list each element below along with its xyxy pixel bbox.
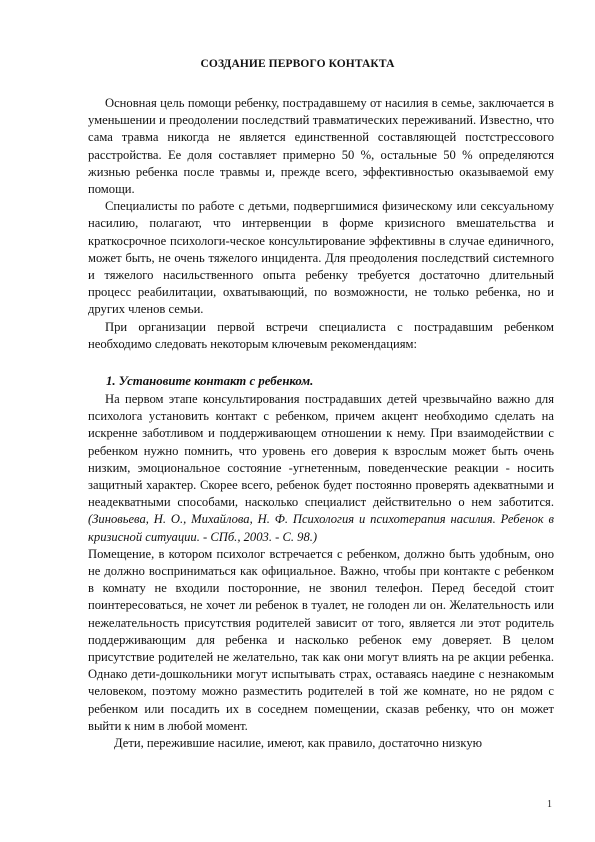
section-block [88,391,554,752]
paragraph-intro-3: При организации первой встречи специалиста с пострадавшим ребенком необходимо следовать некоторым ключевым рекомендациям: [88,319,554,351]
section-heading: 1. Установите контакт с ребенком. [106,374,314,388]
paragraph-intro-1: Основная цель помощи ребенку, пострадавшему от насилия в семье, заключается в уменьшении и преодолении последствий травматических переживаний. Известно, что сама травма никогда не является единственной составляющей постстрессового расстройства. Ее доля составляет примерно 50 %, остальные 50 % определяются жизнью ребенка после травмы и, прежде всего, эффективностью оказываемой ему помощи. [88,96,554,197]
intro-block [88,95,554,353]
paragraph-section-text: На первом этапе консультирования пострадавших детей чрезвычайно важно для психолога установить контакт с ребенком, причем акцент необходимо сделать на искренне заботливом и поддерживающем отношении к нему. При взаимодействии с ребенком нужно помнить, что уровень его доверия к взрослым может быть очень низким, эмоциональное состояние -угнетенным, поведенческие реакции - носить защитный характер. Скорее всего, ребенок будет постоянно проверять адекватными и неадекватными способами, насколько специалист действительно о нем заботится. [88,392,554,510]
paragraph-intro-2: Специалисты по работе с детьми, подвергшимися физическому или сексуальному насилию, полагают, что интервенции в форме кризисного вмешательства и краткосрочное психологи-ческое консультирование эффективны в случае единичного, может быть, не очень тяжелого инцидента. Для преодоления последствий системного и тяжелого насильственного опыта ребенку требуется достаточно длительный процесс реабилитации, охватывающий, по возможности, не только ребенка, но и других членов семьи. [88,199,554,317]
citation: (Зиновьева, Н. О., Михайлова, Н. Ф. Психология и психотерапия насилия. Ребенок в кризисной ситуации. - СПб., 2003. - С. 98.) [88,512,554,544]
page-number: 1 [547,799,552,810]
page-title: СОЗДАНИЕ ПЕРВОГО КОНТАКТА [200,58,395,70]
paragraph-room: Помещение, в котором психолог встречается с ребенком, должно быть удобным, оно не должно восприниматься как официальное. Важно, чтобы при контакте с ребенком в комнату не входили посторонние, не звонил телефон. Перед беседой стоит поинтересоваться, не хочет ли ребенок в туалет, не голоден ли он. Желательность или нежелательность присутствия родителей зависит от того, является ли этот родитель поддерживающим для ребенка и насколько ребенок ему доверяет. В целом присутствие родителей не желательно, так как они могут влиять на ре акции ребенка. Однако дети-дошкольники могут испытывать страх, оставаясь наедине с незнакомым человеком, поэтому можно разместить родителей в той же комнате, но не рядом с ребенком или посадить их в соседнем помещении, сказав ребенку, что он может выйти к ним в любой момент. [88,546,554,733]
paragraph-last: Дети, пережившие насилие, имеют, как правило, достаточно низкую [114,736,483,751]
paragraph-section [88,391,554,546]
